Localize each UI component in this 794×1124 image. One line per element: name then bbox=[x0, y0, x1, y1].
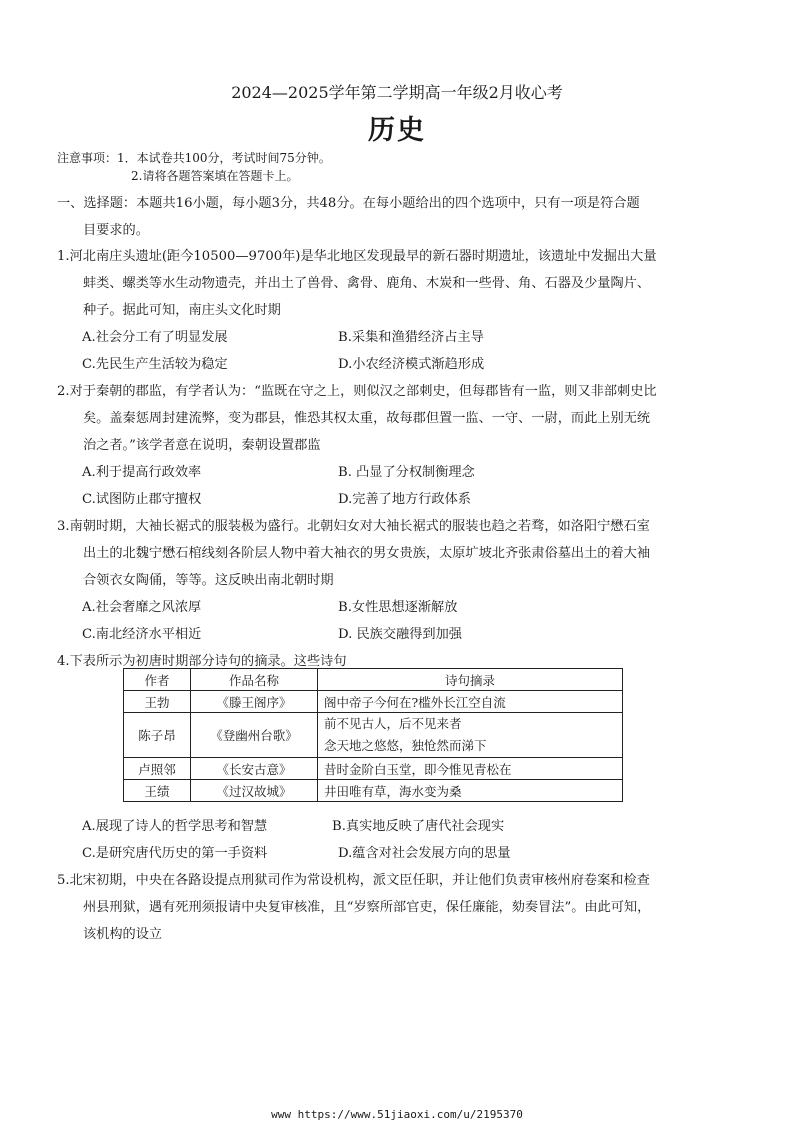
option-c[interactable]: C.试图防止郡守擅权 bbox=[82, 492, 202, 507]
question-text-line: 4.下表所示为初唐时期部分诗句的摘录。这些诗句 bbox=[57, 654, 347, 669]
exam-title: 2024—2025学年第二学期高一年级2月收心考 bbox=[231, 83, 563, 102]
subject-title: 历史 bbox=[368, 115, 426, 146]
question-5 bbox=[57, 867, 753, 948]
exam-notes bbox=[57, 149, 331, 185]
question-text-line: 出土的北魏宁懋石棺线刻各阶层人物中着大袖衣的男女贵族，太原圹坡北齐张肃俗墓出土的着大袖 bbox=[83, 546, 651, 561]
poem-table bbox=[123, 668, 623, 802]
option-c[interactable]: C.是研究唐代历史的第一手资料 bbox=[82, 846, 268, 861]
option-d[interactable]: D. 民族交融得到加强 bbox=[338, 627, 462, 642]
option-b[interactable]: B.女性思想逐渐解放 bbox=[338, 600, 458, 615]
question-text-line: 州县刑狱，遇有死刑须报请中央复审核准，且“岁察所部官吏，保任廉能，劾奏冒法”。由此可知， bbox=[83, 900, 651, 915]
option-a[interactable]: A.社会奢靡之风浓厚 bbox=[82, 600, 202, 615]
question-text-line: 合领衣女陶俑，等等。这反映出南北朝时期 bbox=[83, 573, 334, 588]
section-heading-line-2: 目要求的。 bbox=[83, 223, 149, 238]
question-text-line: 2.对于秦朝的郡监，有学者认为：“监既在守之上，则似汉之部刺史，但每郡皆有一监，则又非部刺史比 bbox=[57, 384, 657, 399]
work-cell: 《长安古意》 bbox=[191, 758, 318, 780]
question-text-line: 蚌类、螺类等水生动物遗壳，并出土了兽骨、禽骨、鹿角、木炭和一些骨、角、石器及少量陶片、 bbox=[83, 276, 651, 291]
table-header-cell: 作者 bbox=[124, 669, 191, 691]
question-text-line: 治之者。”该学者意在说明，秦朝设置郡监 bbox=[83, 438, 321, 453]
section-heading-line-1: 一、选择题：本题共16小题，每小题3分，共48分。在每小题给出的四个选项中，只有一项是符合题 bbox=[57, 196, 640, 211]
author-cell: 王绩 bbox=[124, 780, 191, 802]
option-c[interactable]: C.先民生产生活较为稳定 bbox=[82, 357, 228, 372]
option-d[interactable]: D.蕴含对社会发展方向的思量 bbox=[338, 846, 511, 861]
option-d[interactable]: D.完善了地方行政体系 bbox=[338, 492, 471, 507]
option-a[interactable]: A.展现了诗人的哲学思考和智慧 bbox=[82, 819, 268, 834]
poem-line: 前不见古人，后不见来者 bbox=[324, 716, 462, 731]
section-heading bbox=[57, 190, 747, 244]
work-cell: 《登幽州台歌》 bbox=[191, 713, 318, 758]
author-cell: 陈子昂 bbox=[124, 713, 191, 758]
option-a[interactable]: A.社会分工有了明显发展 bbox=[82, 330, 228, 345]
question-3 bbox=[57, 513, 753, 594]
question-2 bbox=[57, 378, 753, 459]
question-text-line: 该机构的设立 bbox=[83, 927, 163, 942]
question-text-line: 5.北宋初期，中央在各路设提点刑狱司作为常设机构，派文臣任职，并让他们负责审核州府卷案和检查 bbox=[57, 873, 650, 888]
table-row bbox=[124, 758, 623, 780]
poem-line: 念天地之悠悠，独怆然而涕下 bbox=[324, 738, 487, 753]
option-d[interactable]: D.小农经济模式渐趋形成 bbox=[338, 357, 485, 372]
option-a[interactable]: A.利于提高行政效率 bbox=[82, 465, 202, 480]
question-text-line: 矣。盖秦惩周封建流弊，变为郡县，惟恐其权太重，故每郡但置一监、一守、一尉，而此上别无统 bbox=[83, 411, 651, 426]
option-c[interactable]: C.南北经济水平相近 bbox=[82, 627, 202, 642]
author-cell: 王勃 bbox=[124, 691, 191, 713]
question-text-line: 3.南朝时期，大袖长裾式的服装极为盛行。北朝妇女对大袖长裾式的服装也趋之若骛，如洛阳宁懋石室 bbox=[57, 519, 650, 534]
question-1 bbox=[57, 243, 753, 324]
poem-cell: 阁中帝子今何在?槛外长江空自流 bbox=[318, 691, 623, 713]
author-cell: 卢照邻 bbox=[124, 758, 191, 780]
table-header-cell: 作品名称 bbox=[191, 669, 318, 691]
table-row bbox=[124, 780, 623, 802]
option-b[interactable]: B.真实地反映了唐代社会现实 bbox=[332, 819, 505, 834]
poem-cell: 井田唯有草，海水变为桑 bbox=[318, 780, 623, 802]
option-b[interactable]: B. 凸显了分权制衡理念 bbox=[338, 465, 475, 480]
work-cell: 《滕王阁序》 bbox=[191, 691, 318, 713]
option-b[interactable]: B.采集和渔猎经济占主导 bbox=[338, 330, 484, 345]
table-row bbox=[124, 713, 623, 758]
footer-watermark-link[interactable]: www https://www.51jiaoxi.com/u/2195370 bbox=[271, 1108, 523, 1121]
work-cell: 《过汉故城》 bbox=[191, 780, 318, 802]
poem-cell bbox=[318, 713, 623, 758]
poem-cell: 昔时金阶白玉堂，即今惟见青松在 bbox=[318, 758, 623, 780]
note-line-2: 2.请将各题答案填在答题卡上。 bbox=[131, 169, 299, 183]
question-text-line: 1.河北南庄头遗址(距今10500—9700年)是华北地区发现最早的新石器时期遗址，该遗址中发掘出大量 bbox=[57, 249, 657, 264]
table-header-row bbox=[124, 669, 623, 691]
question-text-line: 种子。据此可知，南庄头文化时期 bbox=[83, 303, 281, 318]
table-row bbox=[124, 691, 623, 713]
table-header-cell: 诗句摘录 bbox=[318, 669, 623, 691]
note-line-1: 注意事项：1．本试卷共100分，考试时间75分钟。 bbox=[57, 151, 331, 165]
